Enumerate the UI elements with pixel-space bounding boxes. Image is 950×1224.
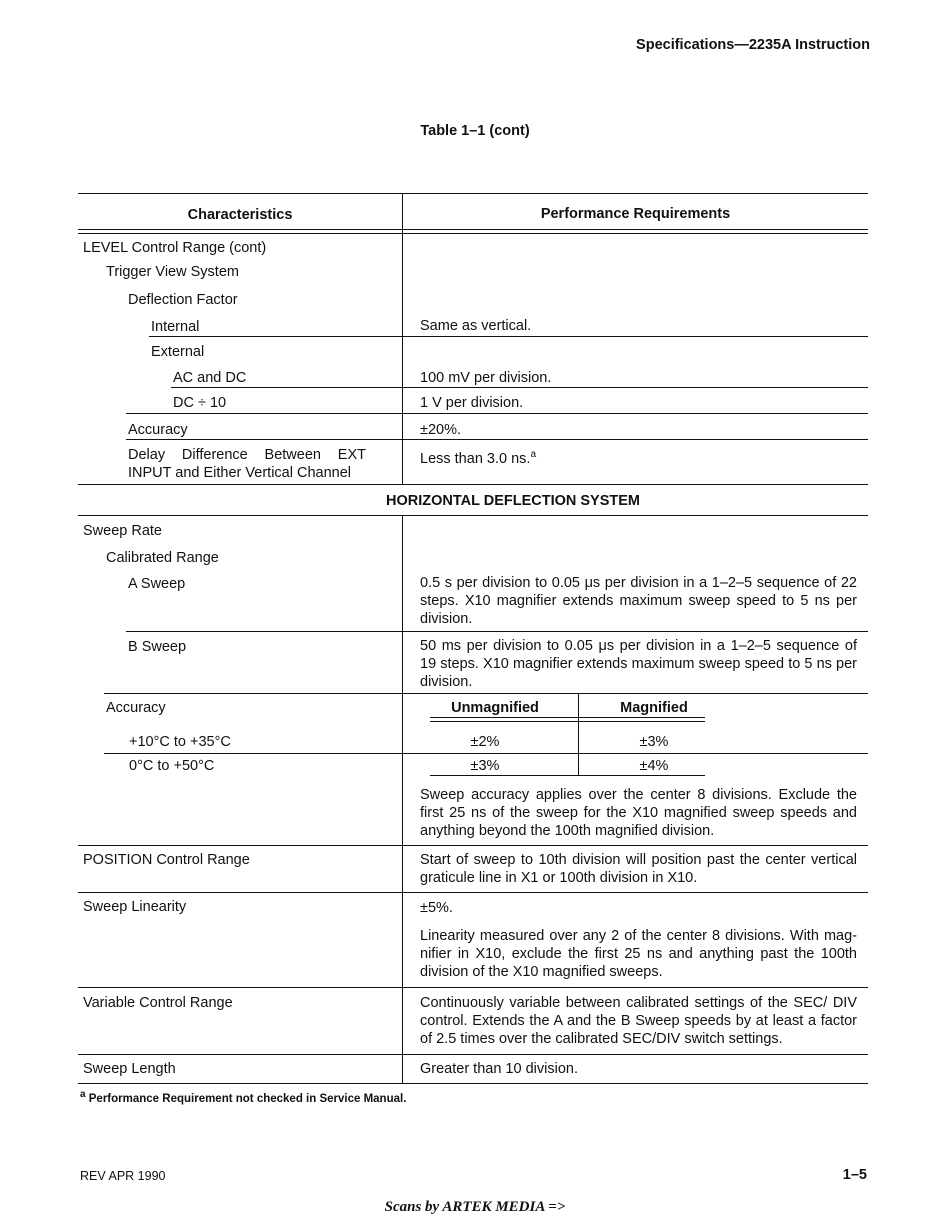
temp-range-2-magnified: ±4% — [639, 758, 669, 774]
sweep-rate-label: Sweep Rate — [83, 523, 162, 539]
ac-dc-requirement: 100 mV per division. — [420, 370, 552, 386]
internal-requirement: Same as vertical. — [420, 318, 532, 334]
header-performance: Performance Requirements — [540, 206, 731, 222]
rule-temp-range-1 — [104, 753, 868, 754]
accuracy-subtable-divider — [578, 693, 579, 776]
rule-temp-range-2 — [430, 775, 705, 776]
scan-credit: Scans by ARTEK MEDIA => — [384, 1199, 566, 1215]
b-sweep-requirement: 50 ms per division to 0.05 μs per division in a 1–2–5 sequence of 19 steps. X10 magnifier extends maximum sweep speed to 5 ns per division. — [420, 638, 857, 690]
rule-internal — [149, 336, 868, 337]
sweep-length-label: Sweep Length — [83, 1061, 176, 1077]
temp-range-1-label: +10°C to +35°C — [129, 734, 231, 750]
table-top-rule — [78, 193, 868, 194]
dc-div10-requirement: 1 V per division. — [420, 395, 524, 411]
rule-dc-div10 — [126, 413, 868, 414]
sweep-linearity-note: Linearity measured over any 2 of the center 8 divisions. With mag-nifier in X10, exclude the first 25 ns and anything past the 100th division of the X10 magnified sweeps. — [420, 928, 857, 980]
sweep-length-requirement: Greater than 10 division. — [420, 1061, 578, 1077]
column-divider-lower — [402, 515, 403, 1084]
a-sweep-label: A Sweep — [128, 576, 186, 592]
horizontal-section-title: HORIZONTAL DEFLECTION SYSTEM — [385, 493, 641, 509]
position-control-requirement: Start of sweep to 10th division will position past the center vertical graticule line in X1 or 100th division in X10. — [420, 852, 857, 886]
rule-trigger-accuracy — [126, 439, 868, 440]
magnified-header: Magnified — [620, 700, 688, 716]
rule-accuracy-note — [78, 845, 868, 846]
running-header: Specifications—2235A Instruction — [636, 37, 870, 53]
temp-range-2-label: 0°C to +50°C — [129, 758, 215, 774]
unmagnified-header: Unmagnified — [451, 700, 539, 716]
trigger-accuracy-requirement: ±20%. — [420, 422, 462, 438]
position-control-range-label: POSITION Control Range — [83, 852, 250, 868]
rule-variable-control — [78, 1054, 868, 1055]
footnote: $^a$ Performance Requirement not checked in Service Manual. — [80, 1089, 407, 1105]
rule-section — [78, 515, 868, 516]
table-bottom-rule — [78, 1083, 868, 1084]
temp-range-1-magnified: ±3% — [639, 734, 669, 750]
variable-control-requirement: Continuously variable between calibrated settings of the SEC/ DIV control. Extends the A and the B Sweep speeds by at least a factor of 2.5 times over the calibrated SEC/DIV switch settings. — [420, 995, 857, 1047]
temp-range-2-unmagnified: ±3% — [470, 758, 500, 774]
sweep-accuracy-note: Sweep accuracy applies over the center 8 divisions. Exclude the first 25 ns of the sweep for the X10 magnified sweep speeds and anything beyond the 100th magnified division. — [420, 787, 857, 839]
column-divider-upper — [402, 193, 403, 485]
level-control-range-label: LEVEL Control Range (cont) — [83, 240, 267, 256]
header-characteristics: Characteristics — [187, 207, 293, 223]
header-double-rule — [78, 229, 868, 234]
rule-delay-difference — [78, 484, 868, 485]
trigger-view-system-label: Trigger View System — [106, 264, 239, 280]
temp-range-1-unmagnified: ±2% — [470, 734, 500, 750]
delay-difference-label-line2: INPUT and Either Vertical Channel — [128, 465, 351, 481]
rule-a-sweep — [126, 631, 868, 632]
trigger-accuracy-label: Accuracy — [128, 422, 188, 438]
page-number: 1–5 — [842, 1167, 867, 1183]
b-sweep-label: B Sweep — [128, 639, 187, 655]
rule-ac-dc — [171, 387, 868, 388]
external-label: External — [151, 344, 205, 360]
deflection-factor-label: Deflection Factor — [128, 292, 238, 308]
rule-sweep-linearity — [78, 987, 868, 988]
table-caption: Table 1–1 (cont) — [420, 123, 530, 139]
sweep-linearity-requirement: ±5%. — [420, 900, 453, 916]
calibrated-range-label: Calibrated Range — [106, 550, 219, 566]
delay-difference-requirement: Less than 3.0 ns.$^a$ — [420, 449, 536, 467]
revision-date: REV APR 1990 — [80, 1169, 166, 1183]
rule-b-sweep — [104, 693, 868, 694]
sweep-accuracy-label: Accuracy — [106, 700, 166, 716]
accuracy-subheader-rule — [430, 717, 705, 722]
rule-position-control — [78, 892, 868, 893]
ac-dc-label: AC and DC — [173, 370, 247, 386]
sweep-linearity-label: Sweep Linearity — [83, 899, 187, 915]
delay-difference-label-line1: Delay Difference Between EXT — [128, 447, 366, 463]
dc-div10-label: DC ÷ 10 — [173, 395, 227, 411]
a-sweep-requirement: 0.5 s per division to 0.05 μs per division in a 1–2–5 sequence of 22 steps. X10 magnifier extends maximum sweep speed to 5 ns per division. — [420, 575, 857, 627]
internal-label: Internal — [151, 319, 200, 335]
variable-control-range-label: Variable Control Range — [83, 995, 233, 1011]
